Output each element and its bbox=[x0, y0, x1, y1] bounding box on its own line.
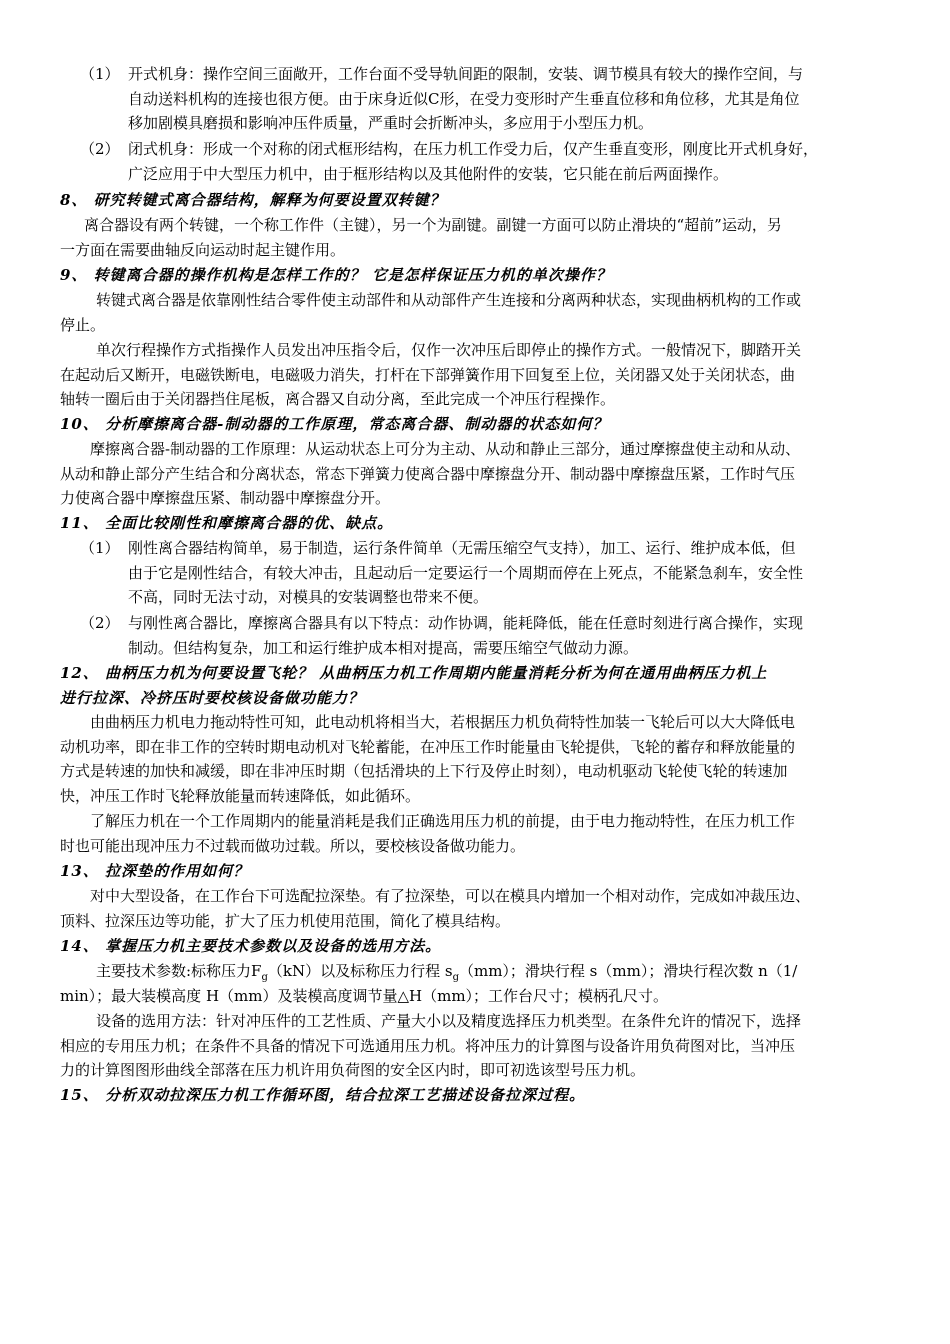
question-heading-10: 10、 分析摩擦离合器-制动器的工作原理，常态离合器、制动器的状态如何？ bbox=[60, 415, 609, 433]
paragraph bbox=[60, 338, 895, 412]
subscript: g bbox=[452, 972, 459, 983]
text-line: 相应的专用压力机；在条件不具备的情况下可选通用压力机。将冲压力的计算图与设备许用负荷图对比，当冲压 bbox=[60, 1036, 796, 1055]
text-line: 由曲柄压力机电力拖动特性可知，此电动机将相当大，若根据压力机负荷特性加装一飞轮后可以大大降低电 bbox=[90, 713, 796, 731]
list-number: （1） bbox=[80, 539, 120, 557]
text-line: 闭式机身：形成一个对称的闭式框形结构，在压力机工作受力后，仅产生垂直变形，刚度比开式机身好， bbox=[128, 140, 819, 158]
text-line: 刚性离合器结构简单，易于制造，运行条件简单（无需压缩空气支持），加工、运行、维护成本低，但 bbox=[128, 539, 796, 557]
text-line: 转键式离合器是依靠刚性结合零件使主动部件和从动部件产生连接和分离两种状态，实现曲柄机构的工作或 bbox=[96, 291, 802, 309]
paragraph bbox=[60, 809, 895, 858]
text-line: 不高，同时无法寸动，对模具的安装调整也带来不便。 bbox=[128, 588, 489, 607]
text-line: 停止。 bbox=[60, 315, 106, 334]
heading-line: 12、 曲柄压力机为何要设置飞轮？ 从曲柄压力机工作周期内能量消耗分析为何在通用曲柄压力机上 bbox=[60, 664, 768, 682]
text-line: 力使离合器中摩擦盘压紧、制动器中摩擦盘分开。 bbox=[60, 489, 391, 508]
text-line: 摩擦离合器-制动器的工作原理：从运动状态上可分为主动、从动和静止三部分，通过摩擦盘使主动和从动、 bbox=[90, 440, 801, 458]
paragraph bbox=[60, 288, 895, 337]
text-line: 开式机身：操作空间三面敞开，工作台面不受导轨间距的限制，安装、调节模具有较大的操作空间，与 bbox=[128, 65, 804, 83]
text-line: 设备的选用方法：针对冲压件的工艺性质、产量大小以及精度选择压力机类型。在条件允许的情况下，选择 bbox=[96, 1012, 802, 1030]
text-line: 移加剧模具磨损和影响冲压件质量，严重时会折断冲头，多应用于小型压力机。 bbox=[128, 114, 654, 133]
text-line: min）；最大装模高度 H（mm）及装模高度调节量△H（mm）；工作台尺寸；模柄孔尺寸。 bbox=[60, 986, 669, 1005]
text-fragment: （kN）以及标称压力行程 s bbox=[267, 962, 453, 980]
question-heading-9: 9、 转键离合器的操作机构是怎样工作的？ 它是怎样保证压力机的单次操作？ bbox=[60, 266, 612, 284]
text-line: 轴转一圈后由于关闭器挡住尾板，离合器又自动分离，至此完成一个冲压行程操作。 bbox=[60, 390, 616, 409]
text-line: 广泛应用于中大型压力机中，由于框形结构以及其他附件的安装，它只能在前后两面操作。 bbox=[128, 164, 729, 183]
text-line: 与刚性离合器比，摩擦离合器具有以下特点：动作协调，能耗降低，能在任意时刻进行离合操作，实现 bbox=[128, 614, 804, 632]
question-heading-11: 11、 全面比较刚性和摩擦离合器的优、缺点。 bbox=[60, 514, 394, 532]
paragraph bbox=[60, 884, 895, 933]
question-heading-13: 13、 拉深垫的作用如何？ bbox=[60, 862, 250, 880]
text-line: 方式是转速的加快和减缓，即在非冲压时期（包括滑块的上下行及停止时刻），电动机驱动飞轮使飞轮的转速加 bbox=[60, 762, 788, 781]
paragraph bbox=[60, 1009, 895, 1083]
text-line: 自动送料机构的连接也很方便。由于床身近似C形，在受力变形时产生垂直位移和角位移，尤其是角位 bbox=[128, 89, 800, 108]
text-fragment: 主要技术参数:标称压力F bbox=[96, 962, 262, 980]
list-number: （2） bbox=[80, 614, 120, 632]
text-line: 在起动后又断开，电磁铁断电，电磁吸力消失，打杆在下部弹簧作用下回复至上位，关闭器又处于关闭状态，曲 bbox=[60, 365, 796, 384]
paragraph bbox=[60, 959, 895, 1008]
text-line: 顶料、拉深压边等功能，扩大了压力机使用范围，简化了模具结构。 bbox=[60, 911, 511, 930]
text-line: 制动。但结构复杂，加工和运行维护成本相对提高，需要压缩空气做动力源。 bbox=[128, 638, 639, 657]
subscript: g bbox=[261, 972, 268, 983]
list-number: （2） bbox=[80, 140, 120, 158]
text-line: 快，冲压工作时飞轮释放能量而转速降低，如此循环。 bbox=[60, 787, 421, 806]
question-heading-8: 8、 研究转键式离合器结构，解释为何要设置双转键？ bbox=[60, 191, 446, 209]
question-heading-15: 15、 分析双动拉深压力机工作循环图，结合拉深工艺描述设备拉深过程。 bbox=[60, 1086, 586, 1104]
text-line: 对中大型设备，在工作台下可选配拉深垫。有了拉深垫，可以在模具内增加一个相对动作，完成如冲裁压边、 bbox=[90, 887, 811, 905]
text-line: 动机功率，即在非工作的空转时期电动机对飞轮蓄能，在冲压工作时能量由飞轮提供，飞轮的蓄存和释放能量的 bbox=[60, 737, 796, 756]
paragraph bbox=[60, 437, 895, 511]
paragraph bbox=[60, 710, 895, 809]
question-heading-12 bbox=[60, 661, 895, 710]
text-line: 离合器设有两个转键，一个称工作件（主键），另一个为副键。副键一方面可以防止滑块的“超前”运动，另 bbox=[84, 216, 782, 234]
paragraph bbox=[60, 213, 895, 262]
text-line: 时也可能出现冲压力不过载而做功过载。所以，要校核设备做功能力。 bbox=[60, 836, 526, 855]
text-fragment: （mm）；滑块行程 s（mm）；滑块行程次数 n（1/ bbox=[458, 962, 798, 980]
text-line: 一方面在需要曲轴反向运动时起主键作用。 bbox=[60, 240, 346, 259]
text-line: 从动和静止部分产生结合和分离状态，常态下弹簧力使离合器中摩擦盘分开、制动器中摩擦盘压紧，工作时气压 bbox=[60, 464, 796, 483]
text-line: 单次行程操作方式指操作人员发出冲压指令后，仅作一次冲压后即停止的操作方式。一般情况下，脚踏开关 bbox=[96, 341, 802, 359]
text-line: 由于它是刚性结合，有较大冲击，且起动后一定要运行一个周期而停在上死点，不能紧急刹车，安全性 bbox=[128, 563, 804, 582]
question-heading-14: 14、 掌握压力机主要技术参数以及设备的选用方法。 bbox=[60, 937, 442, 955]
text-line: 力的计算图图形曲线全部落在压力机许用负荷图的安全区内时，即可初选该型号压力机。 bbox=[60, 1061, 646, 1080]
text-line: 了解压力机在一个工作周期内的能量消耗是我们正确选用压力机的前提，由于电力拖动特性，在压力机工作 bbox=[90, 812, 796, 830]
text-line bbox=[60, 959, 895, 984]
list-number: （1） bbox=[80, 65, 120, 83]
heading-line: 进行拉深、冷挤压时要校核设备做功能力？ bbox=[60, 688, 365, 707]
